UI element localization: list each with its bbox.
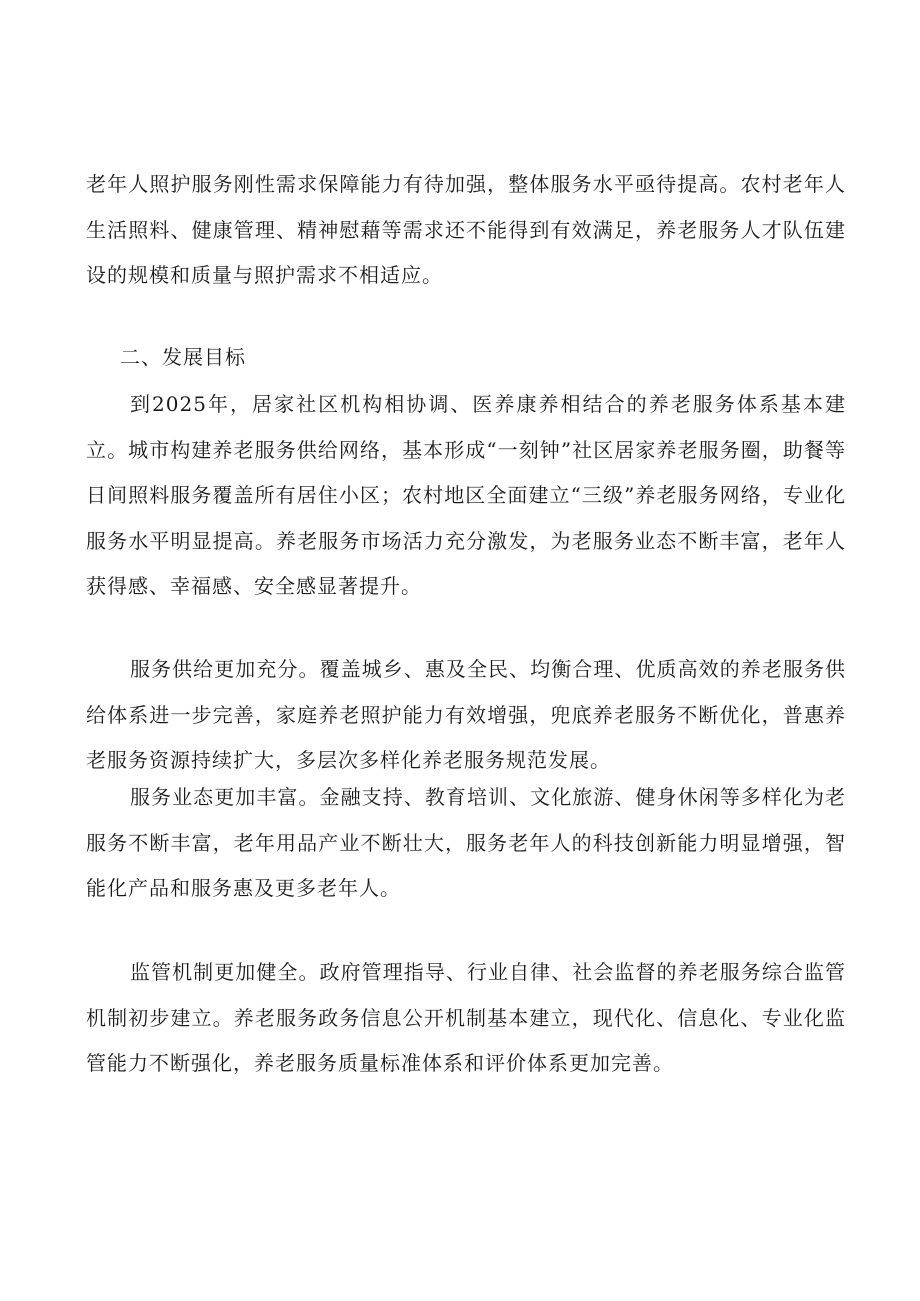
paragraph-goals-2025: 到2025年，居家社区机构相协调、医养康养相结合的养老服务体系基本建立。城市构建养老服务供给网络，基本形成“一刻钟”社区居家养老服务圈，助餐等日间照料服务覆盖所有居住小区；农村地区全面建立“三级”养老服务网络，专业化服务水平明显提高。养老服务市场活力充分激发，为老服务业态不断丰富，老年人获得感、幸福感、安全感显著提升。	[86, 392, 846, 598]
paragraph-continuation: 老年人照护服务刚性需求保障能力有待加强，整体服务水平亟待提高。农村老年人生活照料、健康管理、精神慰藉等需求还不能得到有效满足，养老服务人才队伍建设的规模和质量与照护需求不相适应。	[86, 172, 846, 287]
section-heading: 二、发展目标	[120, 345, 246, 369]
paragraph-supervision: 监管机制更加健全。政府管理指导、行业自律、社会监督的养老服务综合监管机制初步建立。养老服务政务信息公开机制基本建立，现代化、信息化、专业化监管能力不断强化，养老服务质量标准体系和评价体系更加完善。	[86, 960, 846, 1075]
paragraph-service-formats: 服务业态更加丰富。金融支持、教育培训、文化旅游、健身休闲等多样化为老服务不断丰富，老年用品产业不断壮大，服务老年人的科技创新能力明显增强，智能化产品和服务惠及更多老年人。	[86, 785, 846, 900]
paragraph-service-supply: 服务供给更加充分。覆盖城乡、惠及全民、均衡合理、优质高效的养老服务供给体系进一步完善，家庭养老照护能力有效增强，兜底养老服务不断优化，普惠养老服务资源持续扩大，多层次多样化养老服务规范发展。	[86, 657, 846, 772]
